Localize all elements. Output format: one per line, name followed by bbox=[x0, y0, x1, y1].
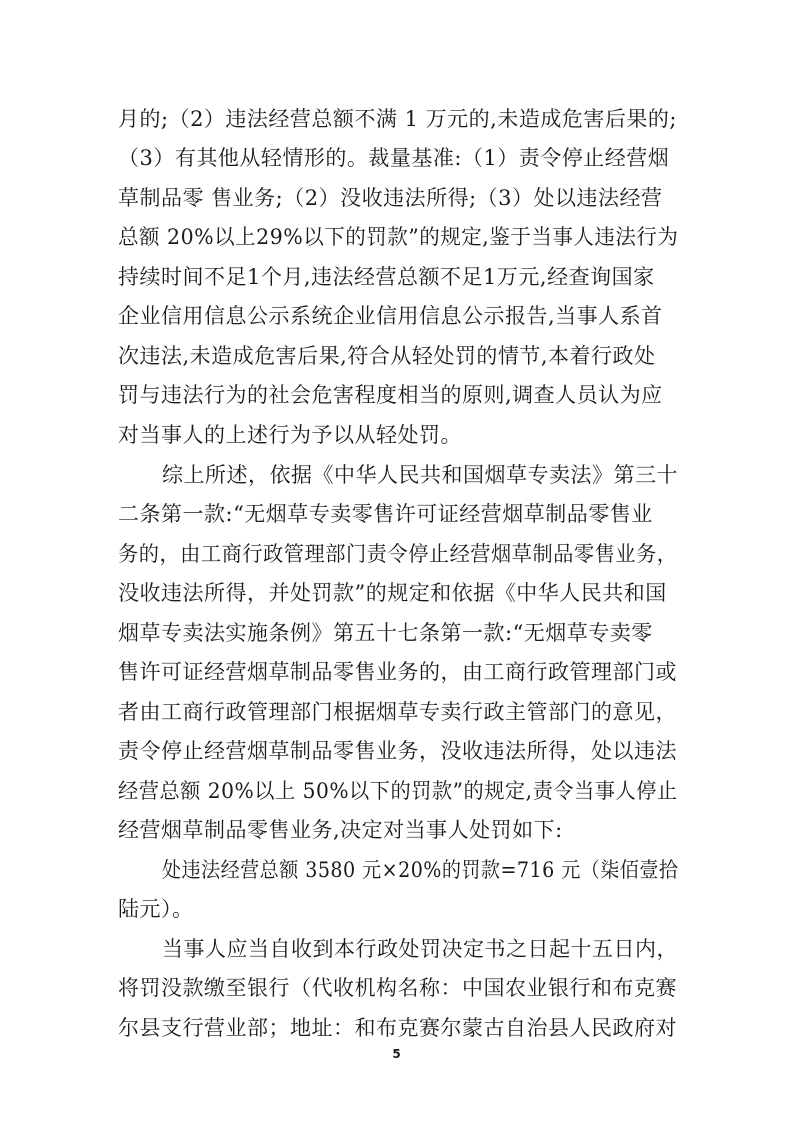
text-line: （3）有其他从轻情形的。裁量基准:（1）责令停止经营烟 bbox=[118, 146, 670, 170]
text-line: 没收违法所得，并处罚款”的规定和依据《中华人民共和国 bbox=[118, 581, 667, 605]
text-line: 处违法经营总额 3580 元×20%的罚款=716 元（柒佰壹拾 bbox=[162, 858, 679, 882]
text-line: 总额 20%以上29%以下的罚款”的规定,鉴于当事人违法行为 bbox=[118, 225, 679, 249]
text-line: 对当事人的上述行为予以从轻处罚。 bbox=[118, 423, 462, 447]
text-line: 次违法,未造成危害后果,符合从轻处罚的情节,本着行政处 bbox=[118, 344, 656, 368]
text-line: 企业信用信息公示系统企业信用信息公示报告,当事人系首 bbox=[118, 304, 663, 328]
page-number: 5 bbox=[392, 1047, 401, 1061]
text-line: 责令停止经营烟草制品零售业务，没收违法所得，处以违法 bbox=[118, 739, 677, 763]
text-line: 当事人应当自收到本行政处罚决定书之日起十五日内， bbox=[162, 937, 678, 961]
text-line: 者由工商行政管理部门根据烟草专卖行政主管部门的意见， bbox=[118, 700, 677, 724]
text-line: 经营总额 20%以上 50%以下的罚款”的规定,责令当事人停止 bbox=[118, 779, 678, 803]
text-line: 二条第一款:“无烟草专卖零售许可证经营烟草制品零售业 bbox=[118, 502, 653, 526]
text-line: 将罚没款缴至银行（代收机构名称：中国农业银行和布克赛 bbox=[118, 976, 677, 1000]
text-line: 持续时间不足1个月,违法经营总额不足1万元,经查询国家 bbox=[118, 265, 655, 289]
text-line: 罚与违法行为的社会危害程度相当的原则,调查人员认为应 bbox=[118, 383, 663, 407]
text-line: 务的，由工商行政管理部门责令停止经营烟草制品零售业务， bbox=[118, 542, 678, 566]
text-line: 陆元）。 bbox=[118, 897, 194, 921]
text-line: 售许可证经营烟草制品零售业务的，由工商行政管理部门或 bbox=[118, 660, 677, 684]
text-line: 尔县支行营业部；地址：和布克赛尔蒙古自治县人民政府对 bbox=[118, 1016, 677, 1040]
text-line: 综上所述，依据《中华人民共和国烟草专卖法》第三十 bbox=[162, 463, 678, 487]
text-line: 草制品零 售业务;（2）没收违法所得;（3）处以违法经营 bbox=[118, 186, 663, 210]
text-line: 月的;（2）违法经营总额不满 1 万元的,未造成危害后果的; bbox=[118, 107, 677, 131]
text-line: 经营烟草制品零售业务,决定对当事人处罚如下: bbox=[118, 818, 563, 842]
text-line: 烟草专卖法实施条例》第五十七条第一款:“无烟草专卖零 bbox=[118, 621, 653, 645]
